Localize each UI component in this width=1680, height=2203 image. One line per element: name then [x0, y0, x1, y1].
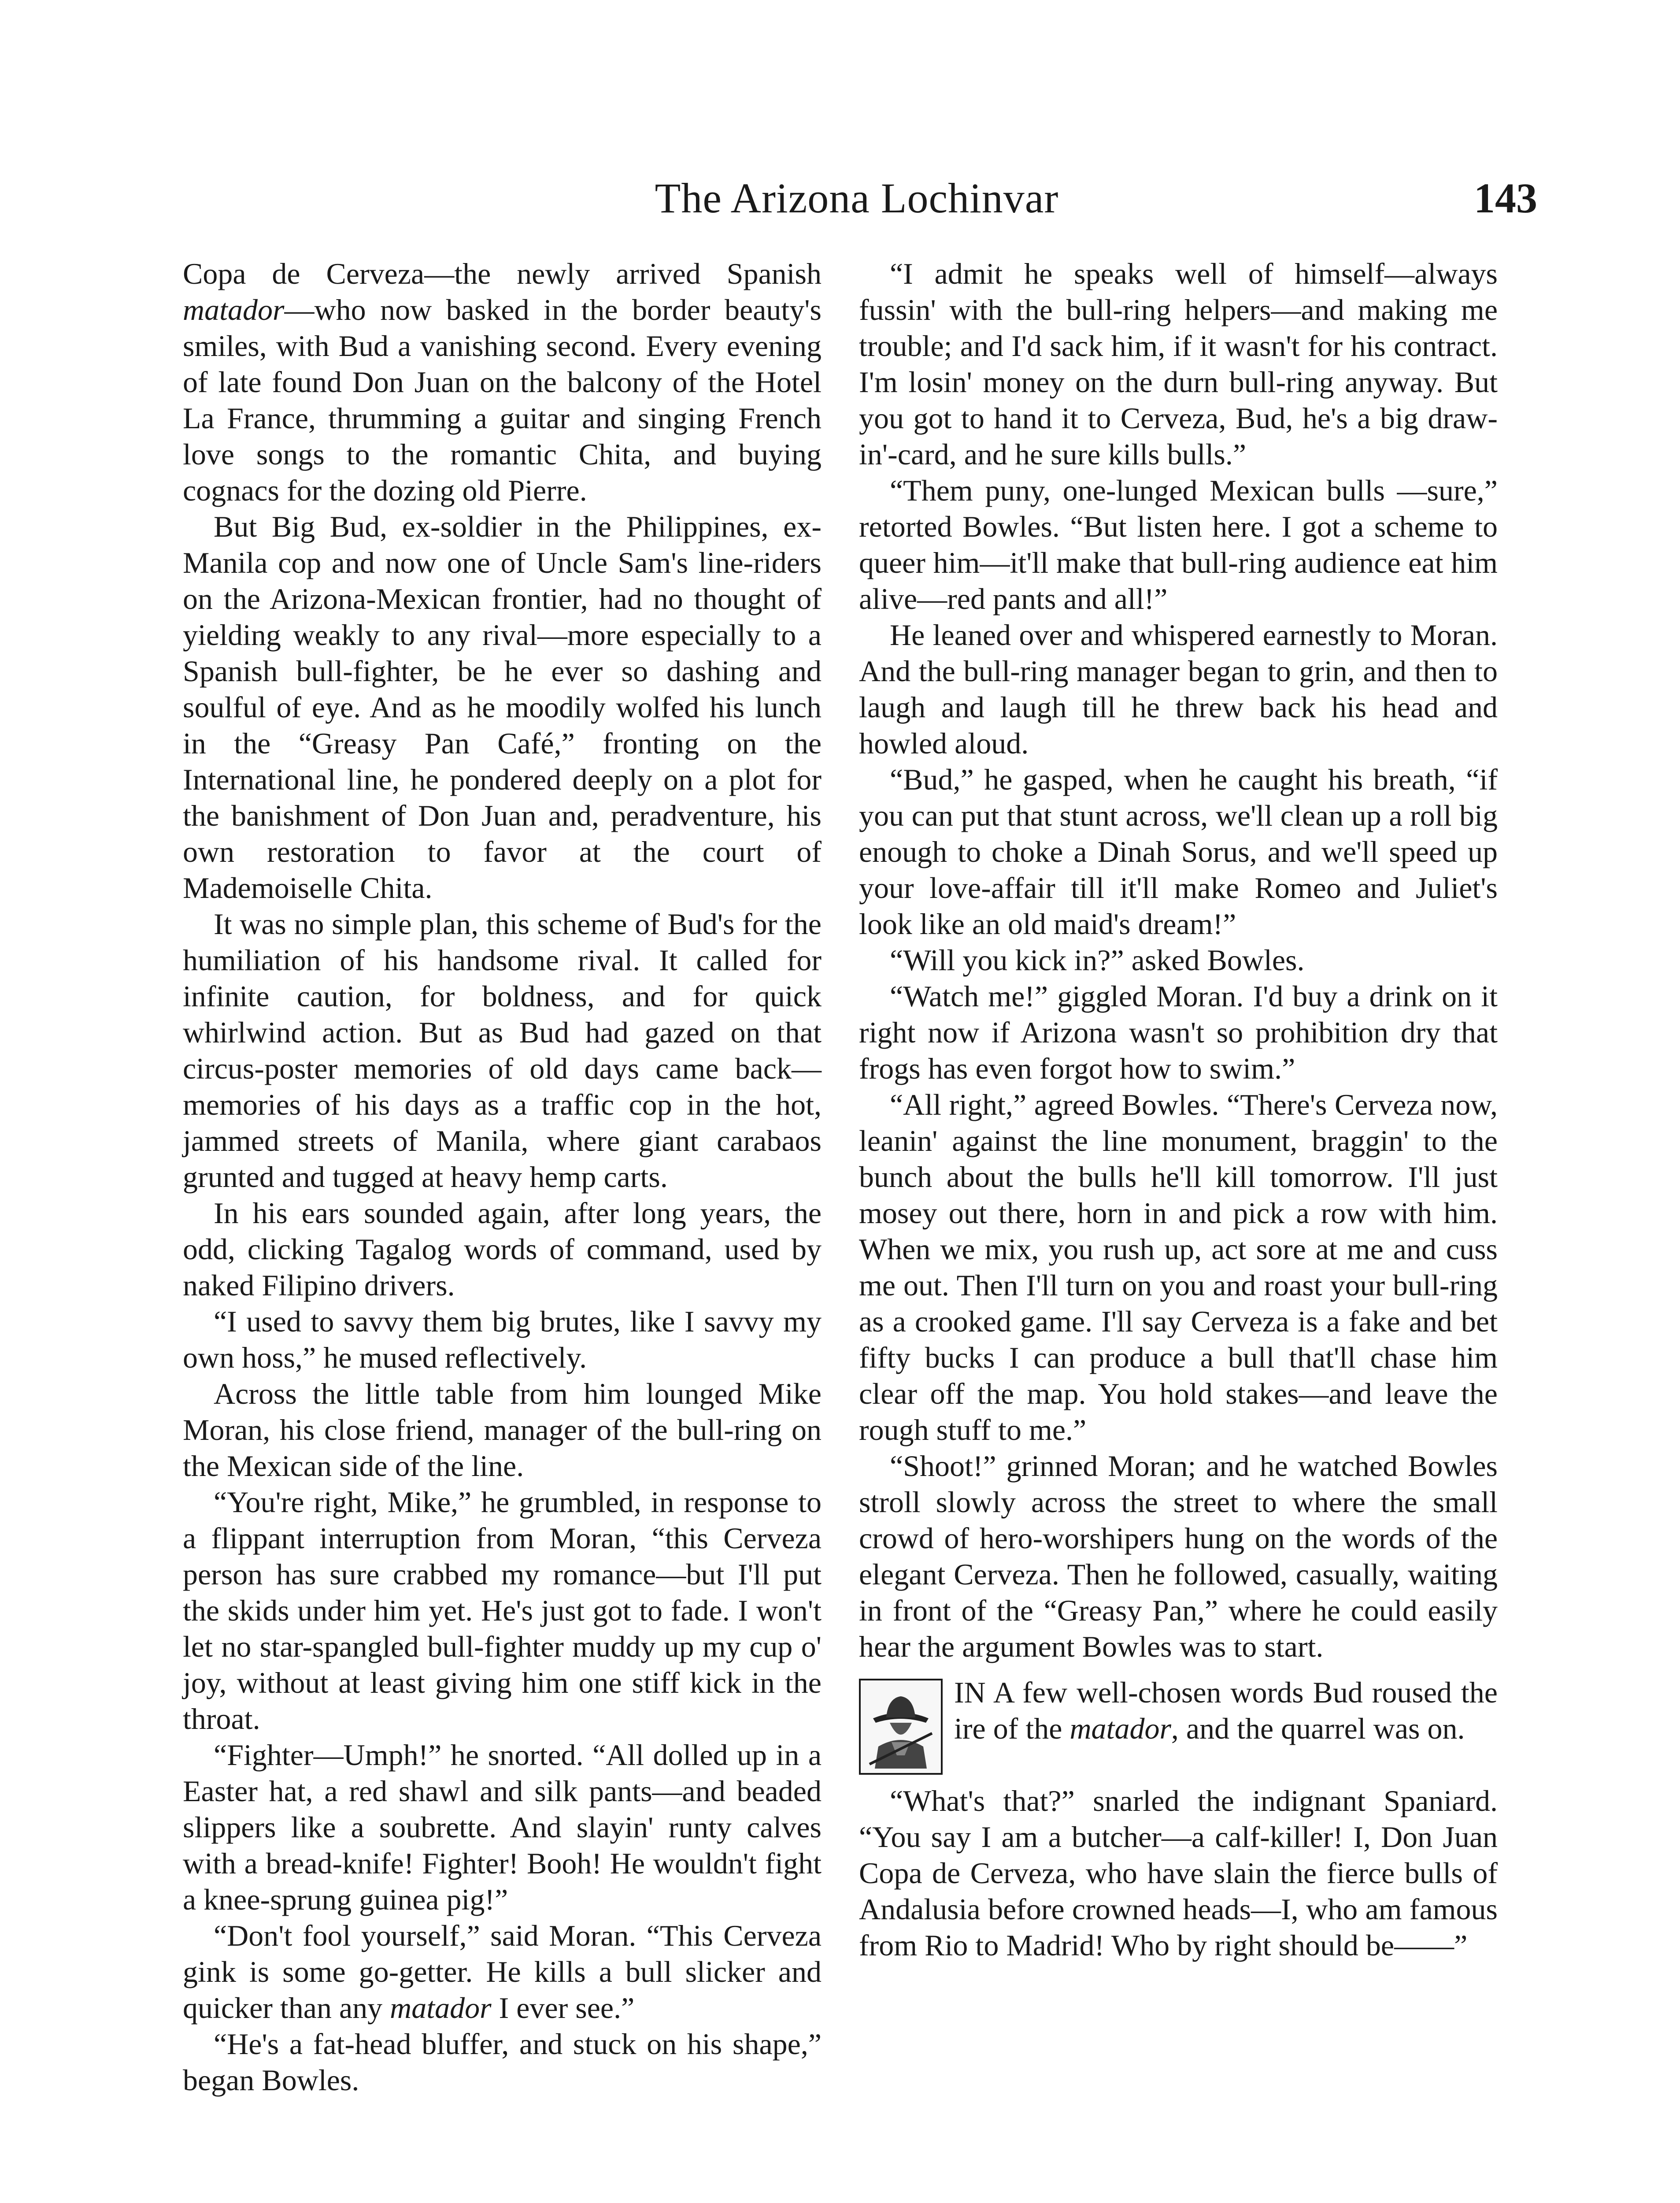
paragraph: “All right,” agreed Bowles. “There's Cerveza now, leanin' against the line monument, braggin' to the bunch about the bulls he'll kill tomorrow. I'll just mosey out there, horn in and pick a row with him. When we mix, you rush up, act sore at me and cuss me out. Then I'll turn on you and roast your bull-ring as a crooked game. I'll say Cerveza is a fake and bet fifty bucks I can produce a bull that'll chase him clear off the map. You hold stakes—and leave the rough stuff to me.”: [859, 1088, 1498, 1446]
cowboy-vignette-drawing: [861, 1680, 941, 1773]
paragraph: “Watch me!” giggled Moran. I'd buy a drink on it right now if Arizona wasn't so prohibition dry that frogs has even forgot how to swim.”: [859, 979, 1498, 1085]
cowboy-vignette-icon: [859, 1679, 943, 1775]
paragraph: “Shoot!” grinned Moran; and he watched Bowles stroll slowly across the street to where the small crowd of hero-worshipers hung on the words of the elegant Cerveza. Then he followed, casually, waiting in front of the “Greasy Pan,” where he could easily hear the argument Bowles was to start.: [859, 1449, 1498, 1663]
running-title: The Arizona Lochinvar: [655, 174, 1059, 222]
paragraph: In his ears sounded again, after long years, the odd, clicking Tagalog words of command, used by naked Filipino drivers.: [183, 1196, 821, 1302]
paragraph: “Them puny, one-lunged Mexican bulls —sure,” retorted Bowles. “But listen here. I got a scheme to queer him—it'll make that bull-ring audience eat him alive—red pants and all!”: [859, 474, 1498, 616]
paragraph: But Big Bud, ex-soldier in the Philippines, ex-Manila cop and now one of Uncle Sam's line-riders on the Arizona-Mexican frontier, had no thought of yielding weakly to any rival—more especially to a Spanish bull-fighter, be he ever so dashing and soulful of eye. And as he moodily wolfed his lunch in the “Greasy Pan Café,” fronting on the International line, he pondered deeply on a plot for the banishment of Don Juan and, peradventure, his own restoration to favor at the court of Mademoiselle Chita.: [183, 510, 821, 905]
paragraph: Copa de Cerveza—the newly arrived Spanish matador—who now basked in the border beauty's smiles, with Bud a vanishing second. Every evening of late found Don Juan on the balcony of the Hotel La France, thrumming a guitar and singing French love songs to the romantic Chita, and buying cognacs for the dozing old Pierre.: [183, 257, 821, 507]
paragraph: “You're right, Mike,” he grumbled, in response to a flippant interruption from Moran, “this Cerveza person has sure crabbed my romance—but I'll put the skids under him yet. He's just got to fade. I won't let no star-spangled bull-fighter muddy up my cup o' joy, without at least giving him one stiff kick in the throat.: [183, 1485, 821, 1736]
paragraph: He leaned over and whispered earnestly to Moran. And the bull-ring manager began to grin, and then to laugh and laugh till he threw back his head and howled aloud.: [859, 618, 1498, 760]
right-column: [859, 256, 1498, 1963]
paragraph: “I used to savvy them big brutes, like I savvy my own hoss,” he mused reflectively.: [183, 1305, 821, 1374]
paragraph: Across the little table from him lounged Mike Moran, his close friend, manager of the bull-ring on the Mexican side of the line.: [183, 1377, 821, 1483]
paragraph: “Will you kick in?” asked Bowles.: [890, 943, 1305, 977]
paragraph: It was no simple plan, this scheme of Bud's for the humiliation of his handsome rival. It called for infinite caution, for boldness, and for quick whirlwind action. But as Bud had gazed on that circus-poster memories of old days came back—memories of his days as a traffic cop in the hot, jammed streets of Manila, where giant carabaos grunted and tugged at heavy hemp carts.: [183, 907, 821, 1194]
left-column: [183, 256, 821, 2098]
paragraph: “Bud,” he gasped, when he caught his breath, “if you can put that stunt across, we'll clean up a roll big enough to choke a Dinah Sorus, and we'll speed up your love-affair till it'll make Romeo and Juliet's look like an old maid's dream!”: [859, 763, 1498, 941]
page-number: 143: [1474, 174, 1537, 222]
paragraph: “What's that?” snarled the indignant Spaniard. “You say I am a butcher—a calf-killer! I, Don Juan Copa de Cerveza, who have slain the fierce bulls of Andalusia before crowned heads—I, who am famous from Rio to Madrid! Who by right should be——”: [859, 1784, 1498, 1962]
page-header: [176, 170, 1537, 227]
paragraph: “He's a fat-head bluffer, and stuck on his shape,” began Bowles.: [183, 2027, 821, 2097]
paragraph: “I admit he speaks well of himself—always fussin' with the bull-ring helpers—and making me trouble; and I'd sack him, if it wasn't for his contract. I'm losin' money on the durn bull-ring anyway. But you got to hand it to Cerveza, Bud, he's a big draw-in'-card, and he sure kills bulls.”: [859, 257, 1498, 471]
section-lead-paragraph: IN A few well-chosen words Bud roused the ire of the matador, and the quarrel was on.: [859, 1674, 1498, 1783]
paragraph: “Don't fool yourself,” said Moran. “This Cerveza gink is some go-getter. He kills a bull slicker and quicker than any matador I ever see.”: [183, 1919, 821, 2025]
paragraph: “Fighter—Umph!” he snorted. “All dolled up in a Easter hat, a red shawl and silk pants—and beaded slippers like a soubrette. And slayin' runty calves with a bread-knife! Fighter! Booh! He wouldn't fight a knee-sprung guinea pig!”: [183, 1738, 821, 1916]
